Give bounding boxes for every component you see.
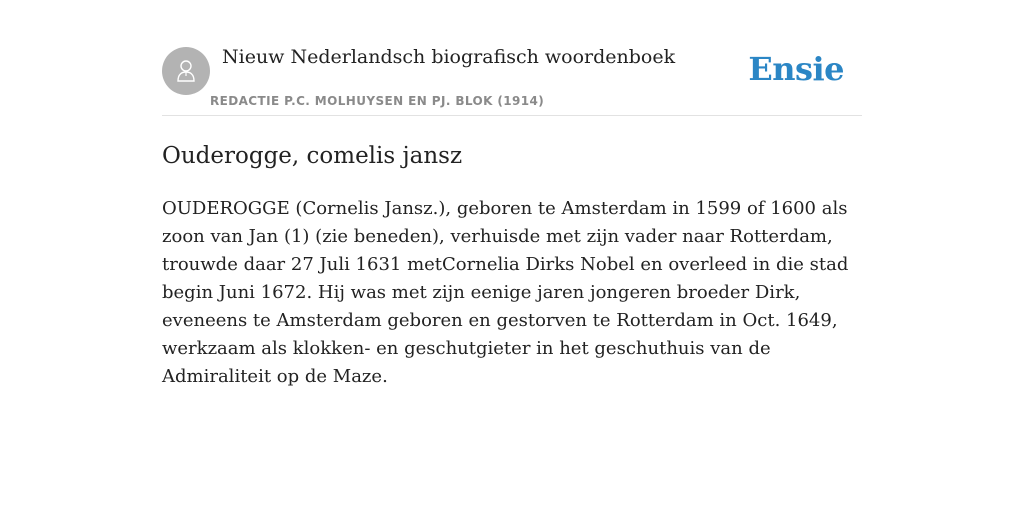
entry-title: Ouderogge, comelis jansz bbox=[162, 143, 463, 169]
entry-body: OUDEROGGE (Cornelis Jansz.), geboren te Amsterdam in 1599 of 1600 als zoon van Jan (1) (zie beneden), verhuisde met zijn vader naar Rotterdam, trouwde daar 27 Juli 1631 metCornelia Dirks Nobel en overleed in die stad begin Juni 1672. Hij was met zijn eenige jaren jongeren broeder Dirk, eveneens te Amsterdam geboren en gestorven te Rotterdam in Oct. 1649, werkzaam als klokken- en geschutgieter in het geschuthuis van de Admiraliteit op de Maze. bbox=[162, 198, 849, 387]
ensie-logo[interactable]: Ensie bbox=[748, 50, 844, 88]
source-editors: REDACTIE P.C. MOLHUYSEN EN PJ. BLOK (1914) bbox=[210, 94, 545, 108]
page-content bbox=[162, 0, 862, 391]
source-title[interactable]: Nieuw Nederlandsch biografisch woordenboek bbox=[222, 46, 676, 68]
person-icon bbox=[172, 57, 200, 85]
source-header bbox=[162, 0, 862, 116]
source-avatar[interactable] bbox=[162, 47, 210, 95]
